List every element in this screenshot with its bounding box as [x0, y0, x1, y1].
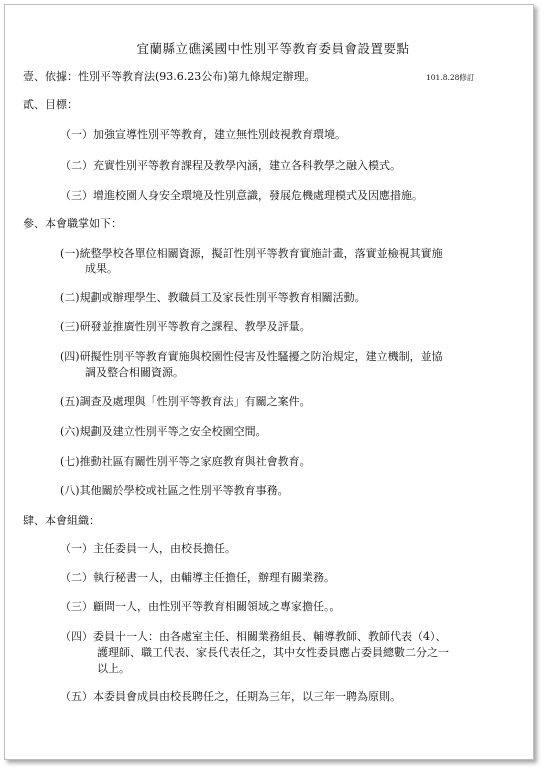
org-item-4-cont-1: 護理師、職工代表、家長代表任之，其中女性委員應占委員總數二分之一: [97, 646, 449, 659]
goal-item-2: （二）充實性別平等教育課程及教學內涵，建立各科教學之融入模式。: [60, 159, 401, 172]
duty-item-5: (五)調查及處理與「性別平等教育法」有關之案件。: [60, 395, 311, 408]
section-3-heading: 參、本會職掌如下：: [23, 217, 122, 230]
duty-item-8: (八)其他關於學校或社區之性別平等教育事務。: [60, 484, 289, 497]
duty-item-2: (二)規劃或辦理學生、教職員工及家長性別平等教育相關活動。: [60, 291, 366, 304]
org-item-4-cont-2: 以上。: [97, 662, 130, 675]
section-2-heading: 貳、目標：: [23, 98, 78, 111]
goal-item-3: （三）增進校園人身安全環境及性別意識，發展危機處理模式及因應措施。: [60, 189, 423, 202]
org-item-4: （四）委員十一人：由各處室主任、相關業務組長、輔導教師、教師代表（4）、: [60, 630, 447, 643]
org-item-5: （五）本委員會成員由校長聘任之，任期為三年，以三年一聘為原則。: [60, 690, 401, 703]
document-title: 宜蘭縣立礁溪國中性別平等教育委員會設置要點: [136, 41, 410, 56]
goal-item-1: （一）加強宣導性別平等教育，建立無性別歧視教育環境。: [60, 128, 346, 141]
org-item-3: （三）顧問一人，由性別平等教育相關領域之專家擔任。。: [60, 600, 341, 613]
duty-item-6: (六)規劃及建立性別平等之安全校園空間。: [60, 425, 267, 438]
duty-item-3: (三)研發並推廣性別平等教育之課程、教學及評量。: [60, 320, 311, 333]
duty-item-7: (七)推動社區有關性別平等之家庭教育與社會教育。: [60, 455, 311, 468]
duty-item-4: (四)研擬性別平等教育實施與校園性侵害及性騷擾之防治規定，建立機制，並協: [60, 350, 443, 363]
duty-item-1-cont: 成果。: [85, 262, 118, 275]
duty-item-1: (一)統整學校各單位相關資源，擬訂性別平等教育實施計畫，落實並檢視其實施: [60, 247, 443, 260]
section-4-heading: 肆、本會組織：: [23, 514, 100, 527]
section-1-heading: 壹、依據：性別平等教育法(93.6.23公布)第九條規定辦理。: [23, 70, 316, 83]
duty-item-4-cont: 調及整合相關資源。: [85, 366, 184, 379]
org-item-1: （一）主任委員一人，由校長擔任。: [60, 542, 236, 555]
revision-date: 101.8.28修訂: [426, 73, 475, 82]
org-item-2: （二）執行秘書一人，由輔導主任擔任，辦理有關業務。: [60, 571, 335, 584]
